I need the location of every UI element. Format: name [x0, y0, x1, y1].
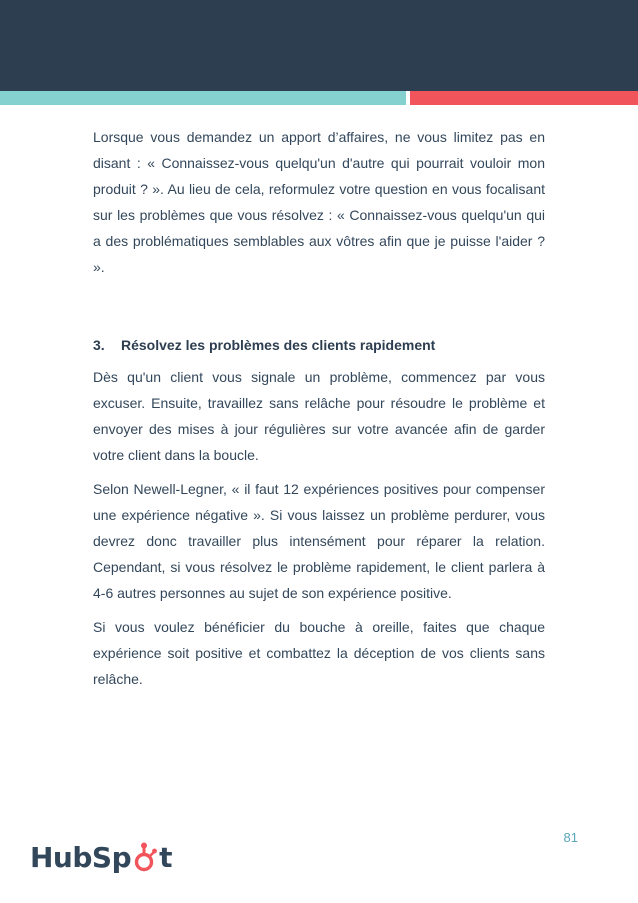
section-heading [93, 332, 545, 358]
section-paragraph: Dès qu'un client vous signale un problème, commencez par vous excuser. Ensuite, travaillez sans relâche pour résoudre le problème et envoyer des mises à jour régulières sur votre avancée afin de garder votre client dans la boucle. [93, 369, 545, 463]
logo-text-t: t [159, 841, 173, 874]
section-paragraph: Si vous voulez bénéficier du bouche à oreille, faites que chaque expérience soit positive et combattez la déception de vos clients sans relâche. [93, 619, 545, 687]
section-title: Résolvez les problèmes des clients rapidement [121, 337, 436, 353]
logo-text-hubsp: HubSp [30, 841, 132, 874]
intro-paragraph: Lorsque vous demandez un apport d’affaires, ne vous limitez pas en disant : « Connaissez-vous quelqu'un d'autre qui pourrait vouloir mon produit ? ». Au lieu de cela, reformulez votre question en vous focalisant sur les problèmes que vous résolvez : « Connaissez-vous quelqu'un qui a des problématiques semblables aux vôtres afin que je puisse l'aider ? ». [93, 129, 545, 275]
header-banner [0, 0, 638, 91]
hubspot-logo [30, 838, 172, 878]
section-number: 3. [93, 337, 105, 353]
hubspot-sprocket-icon [132, 841, 158, 875]
section-paragraph: Selon Newell-Legner, « il faut 12 expériences positives pour compenser une expérience négative ». Si vous laissez un problème perdurer, vous devrez donc travailler plus intensément pour réparer la relation. Cependant, si vous résolvez le problème rapidement, le client parlera à 4-6 autres personnes au sujet de son expérience positive. [93, 481, 545, 601]
page-number: 81 [563, 830, 578, 845]
header-stripe-coral [410, 91, 638, 105]
page-content [93, 124, 545, 692]
header-stripe-teal [0, 91, 406, 105]
